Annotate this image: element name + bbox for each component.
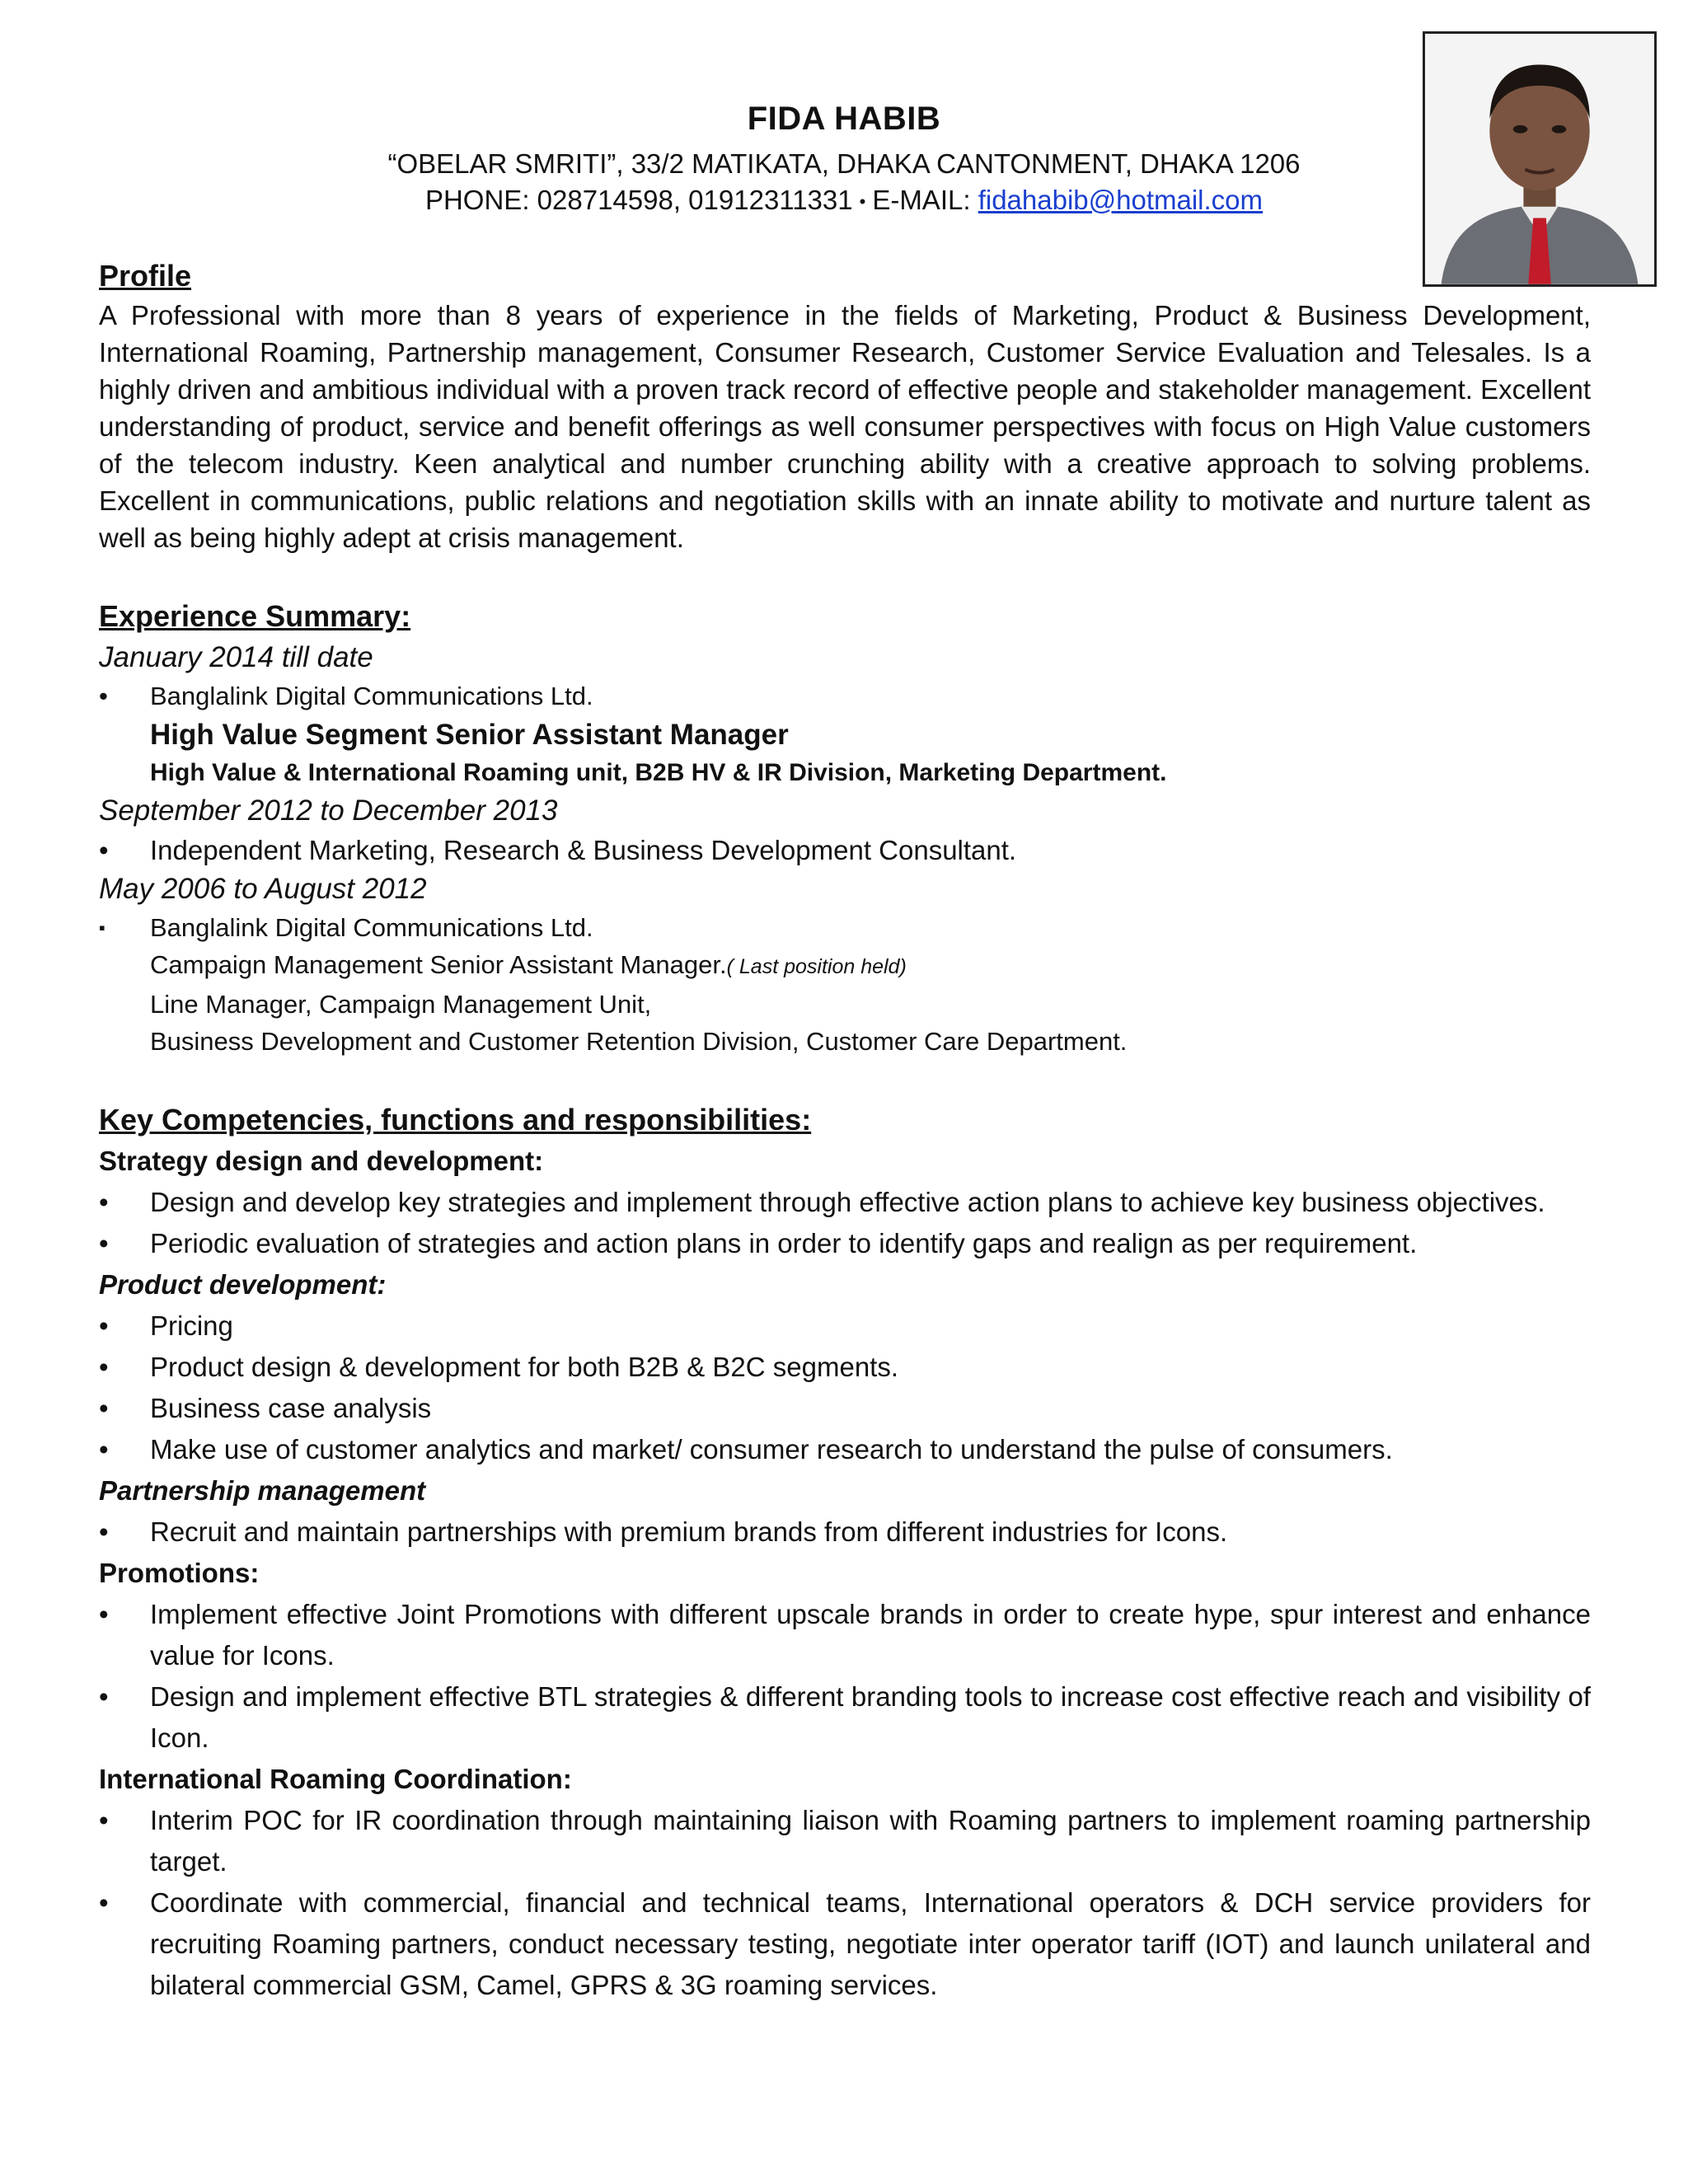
- list-item-text: Coordinate with commercial, financial and technical teams, International operators & DCH service providers for recruiting Roaming partners, conduct necessary testing, negotiate inter operator tariff (IOT) and launch unilateral and bilateral commercial GSM, Camel, GPRS & 3G roaming services.: [150, 1887, 1591, 2000]
- job3-company-text: Banglalink Digital Communications Ltd.: [150, 913, 593, 942]
- list-item: [99, 1511, 1591, 1553]
- bullet-icon: •: [99, 682, 108, 710]
- job1-unit: High Value & International Roaming unit, B2B HV & IR Division, Marketing Department.: [150, 759, 1167, 786]
- bullet-icon: •: [99, 1516, 109, 1547]
- job1-company-text: Banglalink Digital Communications Ltd.: [150, 682, 593, 710]
- email-link[interactable]: fidahabib@hotmail.com: [978, 185, 1264, 215]
- bullet-icon: •: [99, 1187, 109, 1217]
- email-label: E-MAIL:: [872, 185, 971, 215]
- list-item-text: Design and develop key strategies and implement through effective action plans to achieve key business objectives.: [150, 1187, 1545, 1217]
- separator-bullet: •: [859, 191, 866, 213]
- square-bullet-icon: ▪: [99, 917, 106, 938]
- list-item: [99, 1347, 1591, 1388]
- job1-position: High Value Segment Senior Assistant Manager: [150, 719, 789, 751]
- list-item: [99, 1429, 1591, 1470]
- bullet-icon: •: [99, 1887, 109, 1918]
- bullet-icon: •: [99, 1681, 109, 1712]
- profile-photo: [1423, 31, 1657, 287]
- list-item: [99, 1800, 1591, 1882]
- job2-role-text: Independent Marketing, Research & Business Development Consultant.: [150, 835, 1017, 865]
- job3-line3: Business Development and Customer Retention Division, Customer Care Department.: [150, 1027, 1128, 1056]
- bullet-icon: •: [99, 1310, 109, 1341]
- list-item-text: Recruit and maintain partnerships with premium brands from different industries for Icons.: [150, 1516, 1228, 1547]
- job3-position: [99, 946, 1591, 986]
- job3-line2: Line Manager, Campaign Management Unit,: [150, 990, 652, 1019]
- list-item: [99, 1676, 1591, 1759]
- list-item-text: Product design & development for both B2B & B2C segments.: [150, 1352, 899, 1382]
- job1-date: January 2014 till date: [99, 641, 373, 673]
- job2-role: [99, 832, 1591, 869]
- list-item: [99, 1305, 1591, 1347]
- address-line: “OBELAR SMRITI”, 33/2 MATIKATA, DHAKA CANTONMENT, DHAKA 1206: [387, 148, 1301, 179]
- candidate-name: FIDA HABIB: [747, 101, 941, 137]
- bullet-icon: •: [99, 1393, 109, 1423]
- partnership-heading: Partnership management: [99, 1475, 426, 1506]
- experience-title: Experience Summary:: [99, 599, 411, 633]
- bullet-icon: •: [99, 1352, 109, 1382]
- bullet-icon: •: [99, 835, 109, 865]
- phone-numbers: PHONE: 028714598, 01912311331: [424, 185, 853, 215]
- list-item: [99, 1388, 1591, 1429]
- job2-date: September 2012 to December 2013: [99, 794, 558, 827]
- job3-note: ( Last position held): [726, 955, 907, 978]
- portrait-image: [1425, 34, 1654, 284]
- strategy-heading: Strategy design and development:: [99, 1146, 544, 1176]
- promotions-heading: Promotions:: [99, 1558, 260, 1588]
- list-item: [99, 1223, 1591, 1264]
- profile-text: A Professional with more than 8 years of experience in the fields of Marketing, Product & Business Development, International Roaming, Partnership management, Consumer Research, Customer Service Evaluation and Telesales. Is a highly driven and ambitious individual with a proven track record of effective people and stakeholder management. Excellent understanding of product, service and benefit offerings as well consumer perspectives with focus on High Value customers of the telecom industry. Keen analytical and number crunching ability with a creative approach to solving problems. Excellent in communications, public relations and negotiation skills with an innate ability to motivate and nurture talent as well as being highly adept at crisis management.: [99, 300, 1591, 553]
- list-item: [99, 1882, 1591, 2006]
- profile-title: Profile: [99, 259, 192, 293]
- product-heading: Product development:: [99, 1269, 387, 1300]
- list-item-text: Design and implement effective BTL strategies & different branding tools to increase cost effective reach and visibility of Icon.: [150, 1681, 1591, 1753]
- list-item: [99, 1182, 1591, 1223]
- job3-date: May 2006 to August 2012: [99, 873, 427, 905]
- list-item-text: Implement effective Joint Promotions with different upscale brands in order to create hype, spur interest and enhance value for Icons.: [150, 1599, 1591, 1671]
- bullet-icon: •: [99, 1805, 109, 1835]
- bullet-icon: •: [99, 1228, 109, 1258]
- list-item-text: Periodic evaluation of strategies and action plans in order to identify gaps and realign as per requirement.: [150, 1228, 1418, 1258]
- list-item-text: Interim POC for IR coordination through maintaining liaison with Roaming partners to implement roaming partnership target.: [150, 1805, 1591, 1877]
- list-item-text: Pricing: [150, 1310, 233, 1341]
- list-item-text: Business case analysis: [150, 1393, 432, 1423]
- competencies-title: Key Competencies, functions and responsibilities:: [99, 1103, 812, 1137]
- bullet-icon: •: [99, 1434, 109, 1465]
- job3-position-text: Campaign Management Senior Assistant Manager.: [150, 950, 727, 979]
- list-item-text: Make use of customer analytics and market/ consumer research to understand the pulse of consumers.: [150, 1434, 1393, 1465]
- bullet-icon: •: [99, 1599, 109, 1629]
- job3-company: [99, 910, 1591, 946]
- resume-content: [99, 255, 1591, 2006]
- job1-company: [99, 678, 1591, 715]
- list-item: [99, 1594, 1591, 1676]
- roaming-heading: International Roaming Coordination:: [99, 1764, 572, 1794]
